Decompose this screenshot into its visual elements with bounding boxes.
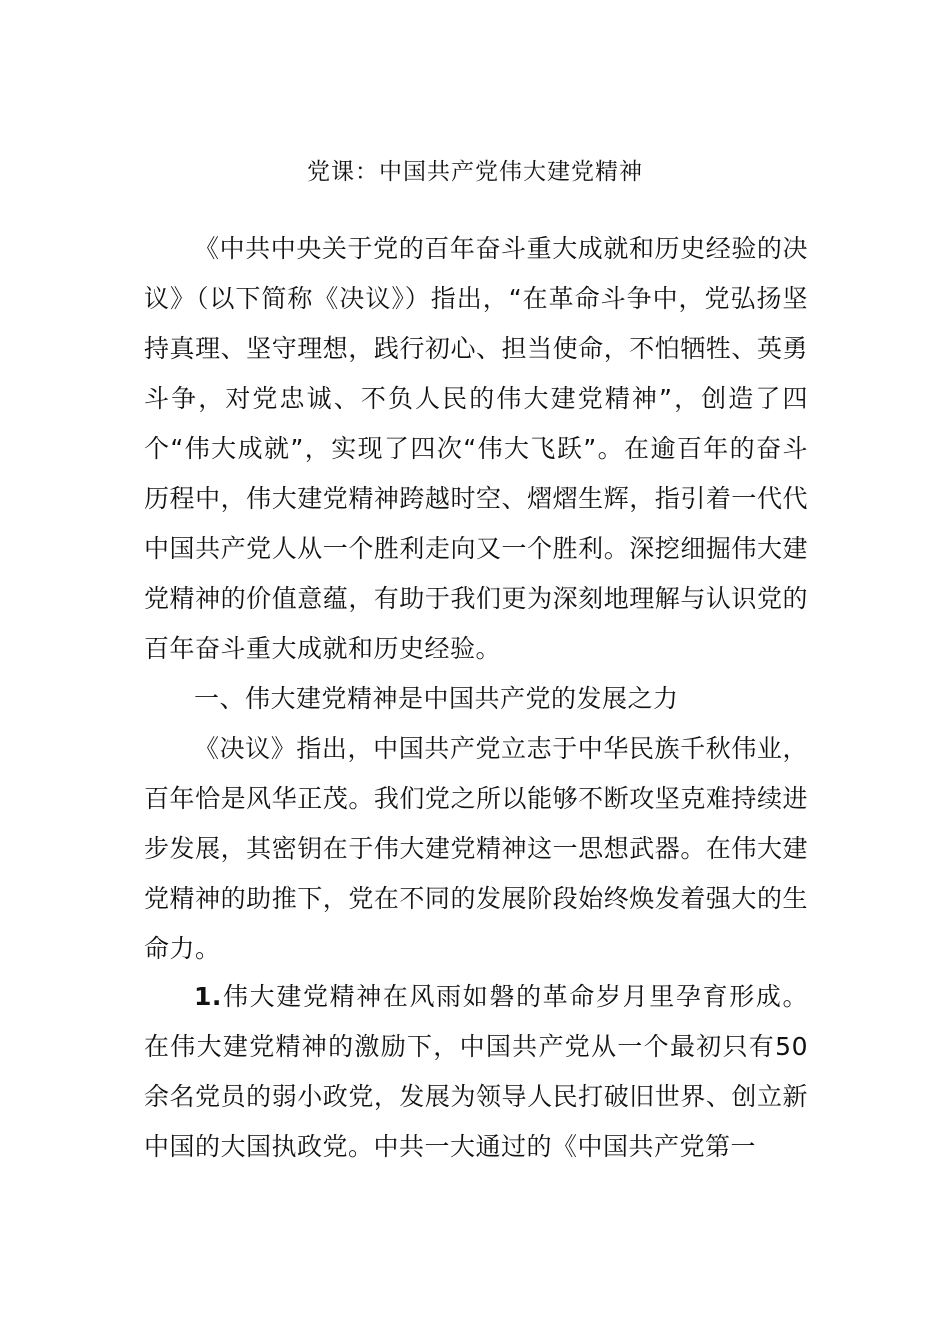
numbered-paragraph [144,972,808,1172]
document-body [144,224,808,974]
numbered-paragraph-text: 伟大建党精神在风雨如磐的革命岁月里孕育形成。在伟大建党精神的激励下，中国共产党从一个最初只有50余名党员的弱小政党，发展为领导人民打破旧世界、创立新中国的大国执政党。中共一大通过的《中国共产党第一 [144,982,808,1161]
intro-paragraph: 《中共中央关于党的百年奋斗重大成就和历史经验的决议》（以下简称《决议》）指出，“在革命斗争中，党弘扬坚持真理、坚守理想，践行初心、担当使命，不怕牺牲、英勇斗争，对党忠诚、不负人民的伟大建党精神”，创造了四个“伟大成就”，实现了四次“伟大飞跃”。在逾百年的奋斗历程中，伟大建党精神跨越时空、熠熠生辉，指引着一代代中国共产党人从一个胜利走向又一个胜利。深挖细掘伟大建党精神的价值意蕴，有助于我们更为深刻地理解与认识党的百年奋斗重大成就和历史经验。 [144,234,808,663]
section-heading: 一、伟大建党精神是中国共产党的发展之力 [194,684,679,713]
section-paragraph: 《决议》指出，中国共产党立志于中华民族千秋伟业，百年恰是风华正茂。我们党之所以能够不断攻坚克难持续进步发展，其密钥在于伟大建党精神这一思想武器。在伟大建党精神的助推下，党在不同的发展阶段始终焕发着强大的生命力。 [144,734,808,963]
numbered-section [144,972,808,1172]
paragraph-number: 1. [194,982,222,1011]
page-title: 党课：中国共产党伟大建党精神 [307,159,643,185]
